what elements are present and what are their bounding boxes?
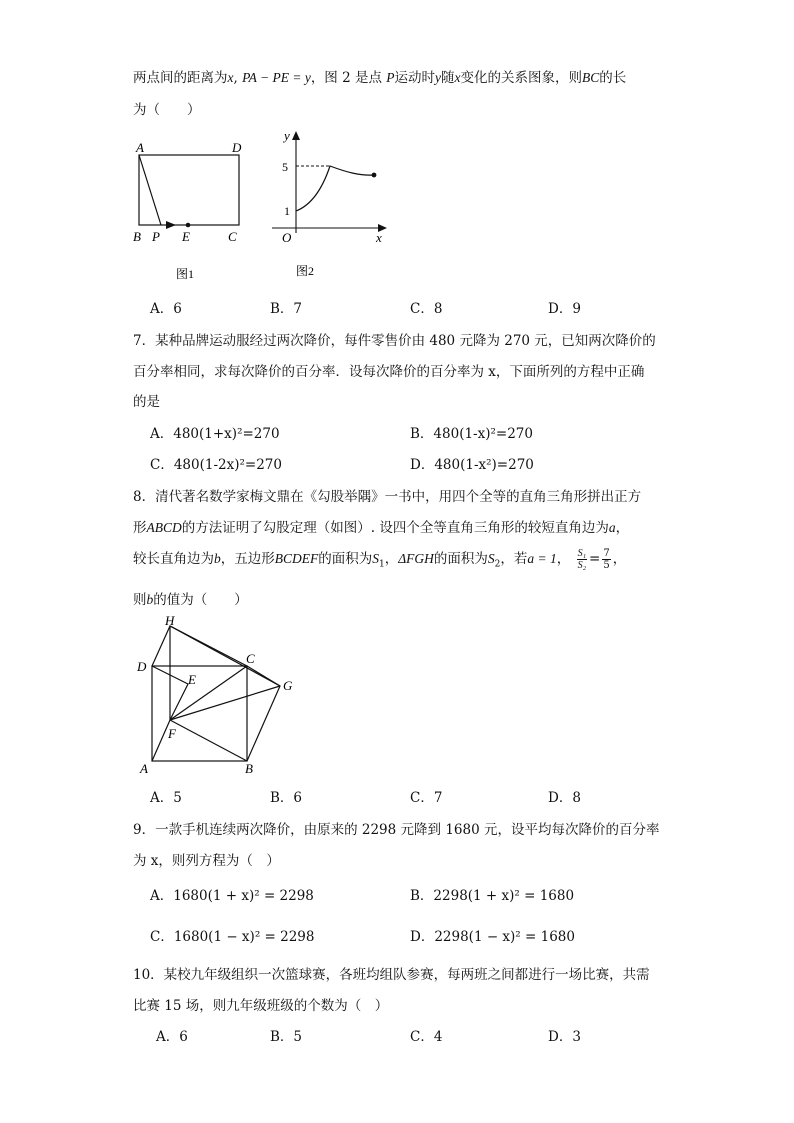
q8-option-a[interactable]: A．5 xyxy=(150,790,182,806)
y-axis-arrow xyxy=(292,131,300,140)
q6-text: 变化的关系图象，则 xyxy=(460,70,583,86)
q7-option-c[interactable]: C．480(1-2x)²=270 xyxy=(150,457,282,473)
rectangle-abcd xyxy=(139,155,239,225)
q8-text: 形 xyxy=(133,520,147,536)
q6-text: ，图 2 是点 xyxy=(310,70,382,86)
equals-sign: = xyxy=(589,551,601,567)
fraction-s1-over-s2 xyxy=(577,548,587,571)
q8-text: ，若 xyxy=(500,551,528,567)
q10-option-b[interactable]: B．5 xyxy=(270,1029,303,1045)
point-e xyxy=(186,223,191,228)
label-e: E xyxy=(182,229,190,244)
q6-option-a[interactable]: A．6 xyxy=(150,301,182,317)
fraction-denominator: S₂ xyxy=(577,560,587,571)
label-a: A xyxy=(140,761,148,776)
fraction-numerator: 7 xyxy=(603,548,610,559)
label-d: D xyxy=(232,140,242,155)
label-f: F xyxy=(168,726,176,741)
q8-stem-line4 xyxy=(133,588,248,608)
q6-option-d[interactable]: D．9 xyxy=(548,301,581,317)
q8-stem-line2 xyxy=(133,516,629,536)
q6-text: 随 xyxy=(441,70,455,86)
q8-stem-line1: 8．清代著名数学家梅文鼎在《勾股举隅》一书中，用四个全等的直角三角形拼出正方 xyxy=(133,489,642,505)
q6-stem-line2: 为（ ） xyxy=(133,102,201,118)
q8-stem-line3 xyxy=(133,547,626,571)
label-d: D xyxy=(137,659,147,674)
var-s1-sub: 1 xyxy=(379,559,385,570)
q6-figure-1 xyxy=(128,138,248,288)
q9-stem-line1: 9．一款手机连续两次降价，由原来的 2298 元降到 1680 元，设平均每次降价的百分率 xyxy=(133,822,660,838)
q10-option-d[interactable]: D．3 xyxy=(548,1029,581,1045)
label-c: C xyxy=(246,651,255,666)
q9-option-a[interactable]: A．1680(1 + x)² = 2298 xyxy=(150,888,314,904)
q8-text: 的面积为 xyxy=(318,551,373,567)
segment-ap xyxy=(139,155,161,225)
q10-option-c[interactable]: C．4 xyxy=(410,1029,443,1045)
fraction-7-over-5 xyxy=(602,548,610,571)
q8-text: ， xyxy=(384,551,399,567)
q8-option-d[interactable]: D．8 xyxy=(548,790,581,806)
label-p: P xyxy=(152,229,160,244)
q8-text: ， xyxy=(615,520,630,536)
label-b: B xyxy=(245,761,253,776)
curve-endpoint xyxy=(372,173,377,178)
segment-h-g xyxy=(170,626,280,686)
var-s2-sub: 2 xyxy=(494,559,501,570)
q7-option-a[interactable]: A．480(1+x)²=270 xyxy=(150,426,280,442)
q8-text: ， xyxy=(556,551,571,567)
q8-figure xyxy=(132,612,302,777)
var-a: a xyxy=(608,520,616,535)
fraction-numerator: S₁ xyxy=(577,548,587,559)
q8-text: 的方法证明了勾股定理（如图）. 设四个全等直角三角形的较短直角边为 xyxy=(181,520,609,536)
q8-option-c[interactable]: C．7 xyxy=(410,790,443,806)
label-y: y xyxy=(284,128,290,143)
q6-figure-2 xyxy=(270,128,395,283)
q7-stem-line1: 7．某种品牌运动服经过两次降价，每件零售价由 480 元降为 270 元，已知两次降价的 xyxy=(133,333,656,349)
q8-option-b[interactable]: B．6 xyxy=(270,790,303,806)
q9-stem-line2: 为 x，则列方程为（ ） xyxy=(133,853,280,869)
caption-fig2: 图2 xyxy=(296,264,315,278)
segment-f-b xyxy=(170,720,247,761)
label-five: 5 xyxy=(282,160,288,174)
q6-option-c[interactable]: C．8 xyxy=(410,301,443,317)
label-one: 1 xyxy=(284,204,290,218)
caption-fig1: 图1 xyxy=(176,267,195,281)
q6-text: 的长 xyxy=(599,70,627,86)
q9-option-d[interactable]: D．2298(1 − x)² = 1680 xyxy=(410,929,575,945)
q6-equation: PA − PE = y xyxy=(242,70,311,85)
var-s1: S xyxy=(372,551,379,566)
var-b: b xyxy=(214,551,221,566)
q8-text: ， xyxy=(612,551,627,567)
var-triangle-fgh: ΔFGH xyxy=(398,551,434,566)
q10-option-a[interactable]: A．6 xyxy=(156,1029,188,1045)
arrow-p xyxy=(166,221,176,229)
label-origin: O xyxy=(282,230,292,245)
q6-text: 两点间的距离为 xyxy=(133,70,228,86)
q8-text: 的值为（ ） xyxy=(153,592,248,608)
label-c: C xyxy=(228,229,237,244)
q6-stem-line1: 两点间的距离为x, PA − PE = y，图 2 是点 P运动时y随x变化的关系图象，则BC的长 xyxy=(133,70,627,86)
label-h: H xyxy=(165,613,175,628)
q6-text: 运动时 xyxy=(394,70,436,86)
q6-option-b[interactable]: B．7 xyxy=(270,301,303,317)
q8-text: 较长直角边为 xyxy=(133,551,214,567)
var-s2: S xyxy=(487,551,495,566)
label-x: x xyxy=(376,230,382,245)
q7-option-b[interactable]: B．480(1-x)²=270 xyxy=(410,426,533,442)
q9-option-c[interactable]: C．1680(1 − x)² = 2298 xyxy=(150,929,315,945)
q7-option-d[interactable]: D．480(1-x²)=270 xyxy=(410,457,534,473)
q7-stem-line2: 百分率相同，求每次降价的百分率．设每次降价的百分率为 x，下面所列的方程中正确 xyxy=(133,364,645,380)
label-a: A xyxy=(136,140,144,155)
var-abcd: ABCD xyxy=(146,520,182,535)
q8-text: 的面积为 xyxy=(433,551,488,567)
label-b: B xyxy=(133,229,141,244)
var-x: x xyxy=(454,70,461,85)
var-p: P xyxy=(386,70,395,85)
label-e: E xyxy=(188,672,196,687)
segment-b-g-c xyxy=(247,666,280,761)
q10-stem-line2: 比赛 15 场，则九年级班级的个数为（ ） xyxy=(133,998,389,1014)
var-bcdef: BCDEF xyxy=(274,551,319,566)
segment-f-c xyxy=(170,666,247,720)
square-abcd xyxy=(152,666,247,761)
q10-stem-line1: 10．某校九年级组织一次篮球赛，各班均组队参赛，每两班之间都进行一场比赛，共需 xyxy=(133,967,650,983)
var-bc: BC xyxy=(582,70,600,85)
var-y: y xyxy=(435,70,442,85)
graph-curve xyxy=(296,166,374,211)
q7-stem-line3: 的是 xyxy=(133,394,160,410)
condition-a-equals-1: a = 1 xyxy=(527,551,557,566)
label-g: G xyxy=(283,678,293,693)
q8-text: ，五边形 xyxy=(220,551,275,567)
var-b: b xyxy=(146,592,154,607)
fraction-denominator: 5 xyxy=(603,560,610,571)
segment-f-g xyxy=(170,686,280,720)
q9-option-b[interactable]: B．2298(1 + x)² = 1680 xyxy=(410,888,575,904)
var-x: x xyxy=(227,70,234,85)
q8-text: 则 xyxy=(133,592,147,608)
